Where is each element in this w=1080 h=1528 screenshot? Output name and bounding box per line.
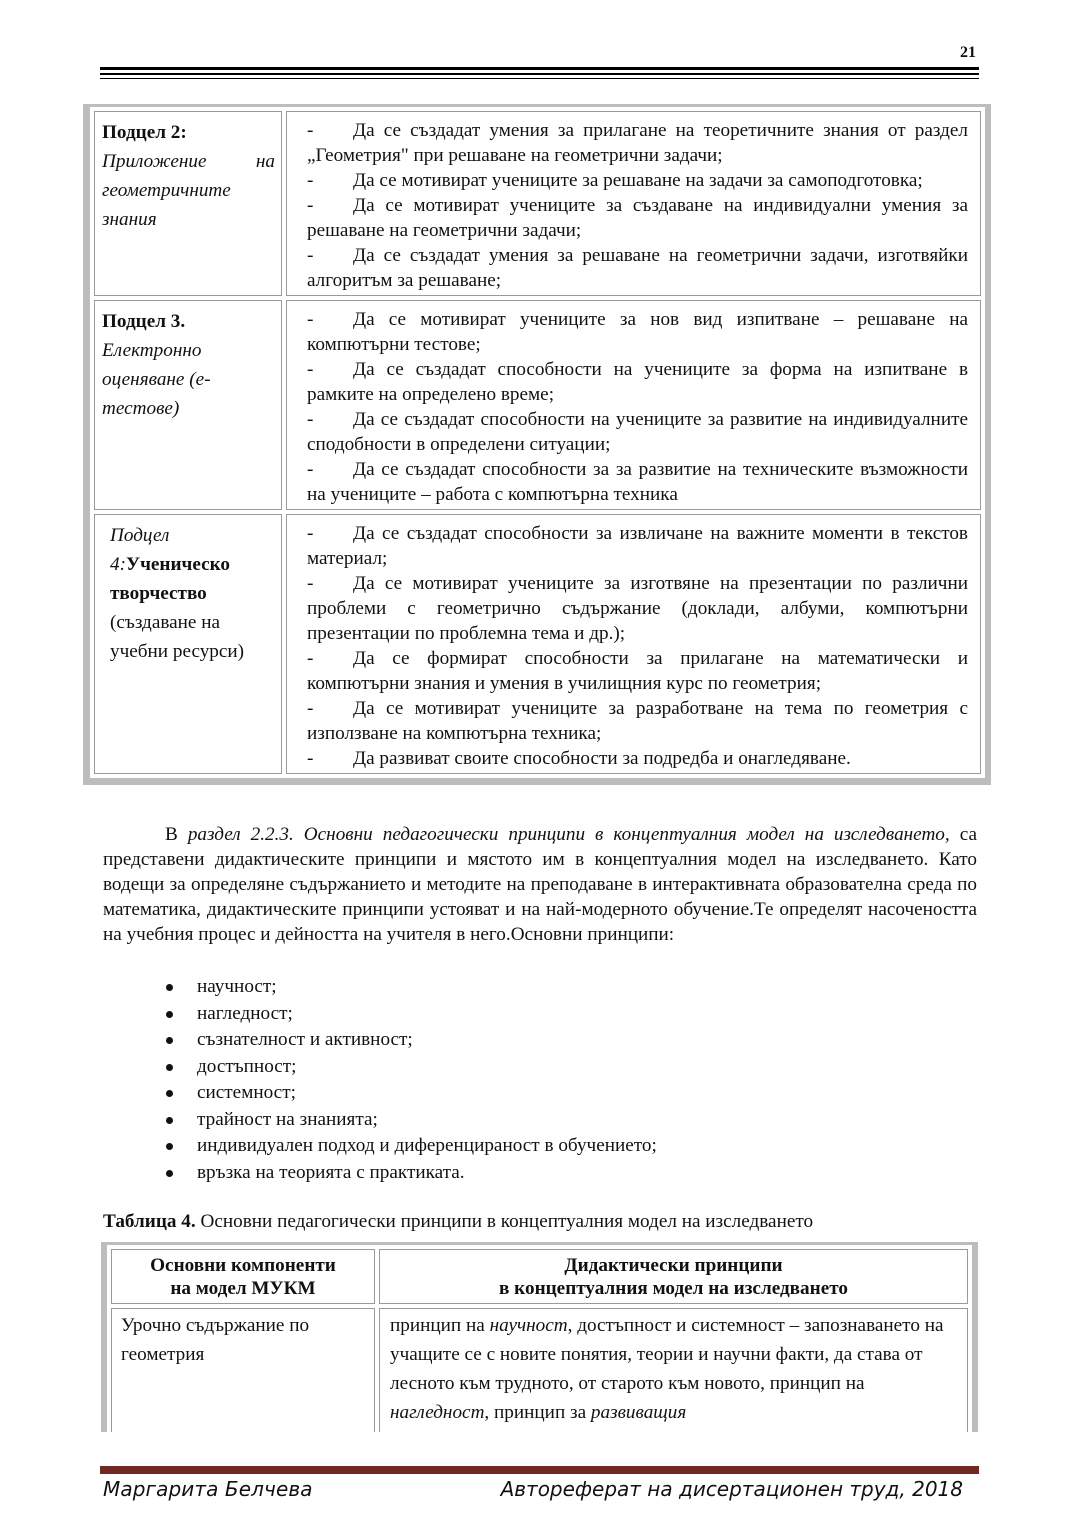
body-paragraph: В раздел 2.2.3. Основни педагогически принципи в концептуалния модел на изследването, са представени дидактическите принципи и мястото им в концептуалния модел на изследването. Като водещи за определяне съдържанието и методите на преподаване в интерактивната образователна среда по математика, дидактическите принципи устояват и на най-модерното обучение.Те определят насочеността на учебния процес и дейността на учителя в него.Основни принципи:	[103, 824, 977, 945]
table-row	[94, 300, 981, 510]
table-row	[111, 1308, 968, 1432]
list-item: - Да се мотивират учениците за нов вид изпитване – решаване на компютърни тестове;	[307, 309, 968, 355]
column-header: Основни компоненти на модел МУКМ	[111, 1249, 375, 1304]
column-header: Дидактически принципи в концептуалния модел на изследването	[379, 1249, 968, 1304]
header-rule	[100, 73, 979, 75]
subgoal-title: Подцел 4:Ученическо творчество	[110, 525, 230, 604]
header-rule	[100, 78, 979, 79]
list-item: - Да се мотивират учениците за изготвяне на презентации по различни проблеми с геометрично съдържание (доклади, албуми, компютърни презентации по проблемна тема и др.);	[307, 573, 968, 644]
list-item: достъпност;	[166, 1054, 657, 1081]
header-rule	[100, 67, 979, 70]
list-item: - Да се създадат способности на учениците за развитие на индивидуалните сподобности в определени ситуации;	[307, 409, 968, 455]
table-caption: Таблица 4. Основни педагогически принципи в концептуалния модел на изследването	[103, 1211, 814, 1232]
subgoal-description: Електронно оценяване (е-тестове)	[102, 340, 211, 419]
list-item: - Да се създадат умения за решаване на геометрични задачи, изготвяйки алгоритъм за решаване;	[307, 245, 968, 291]
list-item: - Да развиват своите способности за подредба и онагледяване.	[307, 748, 851, 769]
bullet-icon	[166, 1064, 173, 1071]
list-item: - Да се мотивират учениците за разработване на тема по геометрия с използване на компютърна техника;	[307, 698, 968, 744]
bullet-icon	[166, 1117, 173, 1124]
list-item: системност;	[166, 1080, 657, 1107]
list-item: - Да се създадат способности на учениците за форма на изпитване в рамките на определено време;	[307, 359, 968, 405]
list-item: - Да се създадат способности за за развитие на техническите възможности на учениците – работа с компютърна техника	[307, 459, 968, 505]
list-item: - Да се създадат умения за прилагане на теоретичните знания от раздел „Геометрия" при решаване на геометрични задачи;	[307, 120, 968, 166]
bullet-icon	[166, 1170, 173, 1177]
bullet-icon	[166, 1090, 173, 1097]
list-item: научност;	[166, 974, 657, 1001]
table-header-row	[111, 1249, 968, 1304]
subgoal-title: Подцел 3.	[102, 311, 186, 332]
bullet-icon	[166, 984, 173, 991]
objectives-table	[83, 104, 991, 785]
subgoal-title: Подцел 2:	[102, 122, 187, 143]
list-item: съзнателност и активност;	[166, 1027, 657, 1054]
subgoal-cell	[94, 111, 282, 296]
tasks-cell	[286, 300, 981, 510]
bullet-icon	[166, 1011, 173, 1018]
page-number: 21	[960, 44, 976, 61]
list-item: нагледност;	[166, 1001, 657, 1028]
subgoal-description: (създаване на учебни ресурси)	[110, 612, 245, 662]
list-item: - Да се създадат способности за извличане на важните моменти в текстов материал;	[307, 523, 968, 569]
table-row	[94, 111, 981, 296]
footer-author: Маргарита Белчева	[103, 1477, 313, 1501]
subgoal-description: Приложение на геометричните знания	[102, 151, 275, 230]
tasks-cell	[286, 111, 981, 296]
subgoal-cell	[94, 514, 282, 774]
list-item: - Да се формират способности за прилагане на математически и компютърни знания и умения в училищния курс по геометрия;	[307, 648, 968, 694]
list-item: връзка на теорията с практиката.	[166, 1160, 657, 1187]
table-row	[94, 514, 981, 774]
footer-rule	[100, 1466, 979, 1474]
tasks-cell	[286, 514, 981, 774]
bullet-icon	[166, 1143, 173, 1150]
principles-table	[101, 1242, 978, 1432]
footer-title: Автореферат на дисертационен труд, 2018	[500, 1477, 963, 1501]
list-item: - Да се мотивират учениците за създаване на индивидуални умения за решаване на геометрични задачи;	[307, 195, 968, 241]
principles-list	[166, 974, 657, 1186]
table-cell: Урочно съдържание по геометрия	[111, 1308, 375, 1432]
table-cell: принцип на научност, достъпност и системност – запознаването на учащите се с новите понятия, теории и научни факти, да става от лесното към трудното, от старото към новото, принцип на нагледност, принцип за развиващия	[379, 1308, 968, 1432]
bullet-icon	[166, 1037, 173, 1044]
list-item: - Да се мотивират учениците за решаване на задачи за самоподготовка;	[307, 170, 923, 191]
list-item: трайност на знанията;	[166, 1107, 657, 1134]
list-item: индивидуален подход и диференцираност в обучението;	[166, 1133, 657, 1160]
subgoal-cell	[94, 300, 282, 510]
